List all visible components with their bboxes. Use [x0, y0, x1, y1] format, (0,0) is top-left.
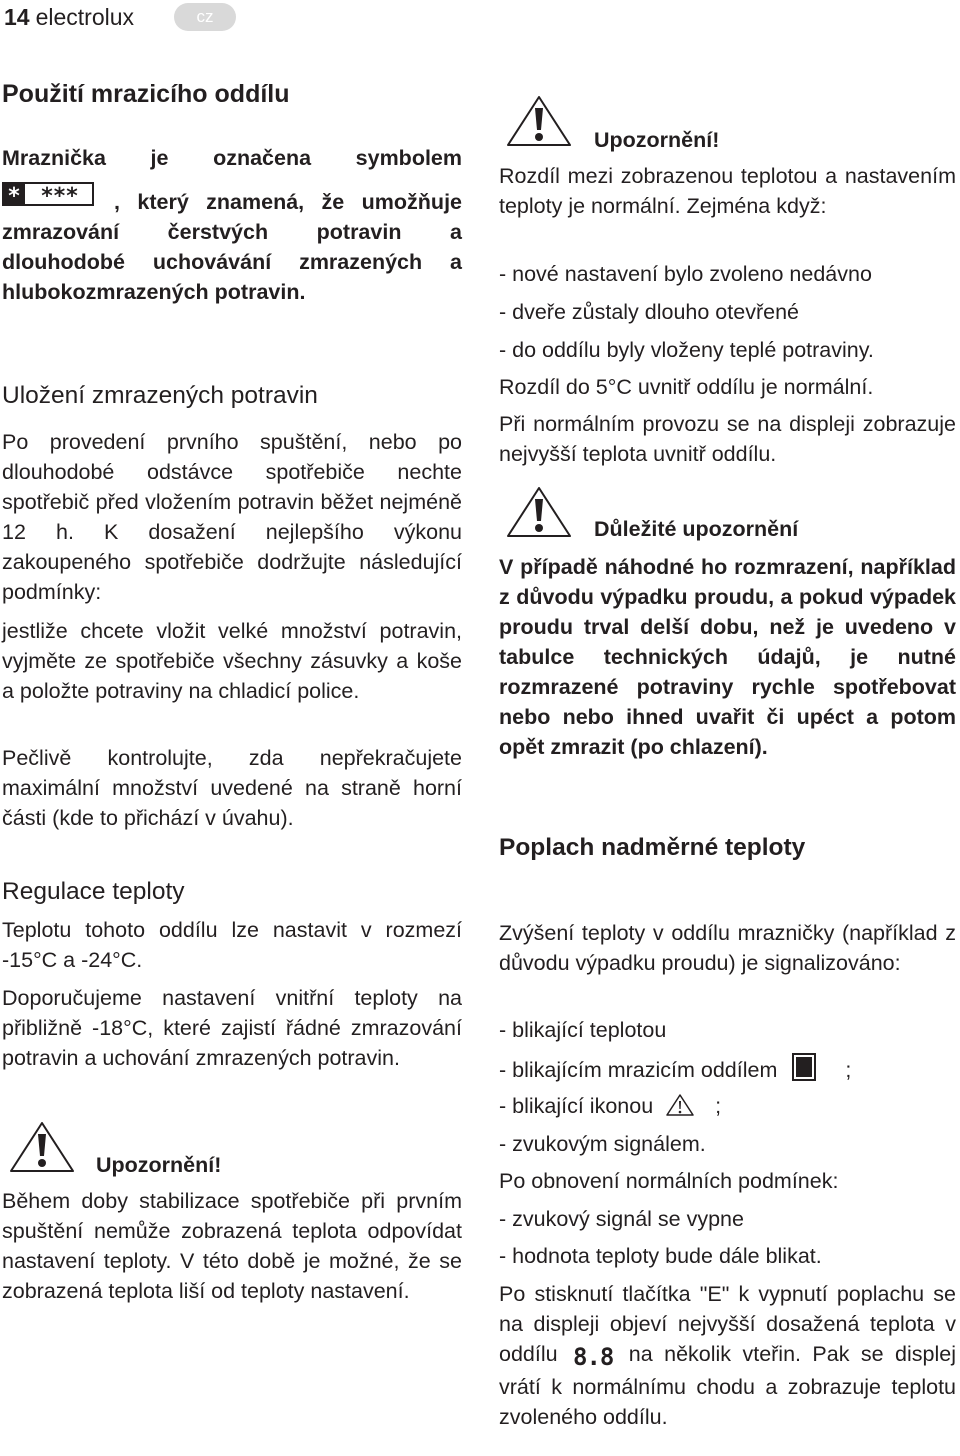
heading-alarm: Poplach nadměrné teploty	[499, 834, 806, 861]
warning-1-item-3: - do oddílu byly vloženy teplé potraviny.	[499, 338, 874, 362]
alarm-paragraph-3-start: Po stisknutí tlačítka "E" k vypnutí poplachu se na displeji objeví nejvyšší dosažená teplota v oddílu	[499, 1282, 956, 1366]
alarm-item-2-end: ;	[845, 1058, 852, 1082]
storage-paragraph-1: Po provedení prvního spuštění, nebo po dlouhodobé odstávce spotřebiče nechte spotřebič před vložením potravin běžet nejméně 12 h. K dosažení nejlepšího výkonu zakoupeného spotřebiče dodržujte následující podmínky:	[2, 430, 462, 604]
heading-freezer: Použití mrazicího oddílu	[2, 80, 290, 108]
heading-storage: Uložení zmrazených potravin	[2, 382, 318, 409]
alarm-item-5: - zvukový signál se vypne	[499, 1207, 744, 1231]
regulation-paragraph-2: Doporučujeme nastavení vnitřní teploty na přibližně -18°C, které zajistí řádné zmrazování potravin a uchování zmrazených potravin.	[2, 986, 462, 1070]
page-header	[4, 3, 134, 31]
warning-1-paragraph-2: Rozdíl do 5°C uvnitř oddílu je normální.	[499, 375, 874, 399]
alarm-item-3-end: ;	[715, 1094, 722, 1118]
alarm-paragraph-2: Po obnovení normálních podmínek:	[499, 1169, 839, 1193]
warning-2-title: Důležité upozornění	[594, 517, 799, 541]
warning-small-icon	[665, 1093, 695, 1125]
alarm-item-3-label: - blikající ikonou	[499, 1094, 654, 1118]
warning-1-text: Rozdíl mezi zobrazenou teplotou a nastavením teploty je normální. Zejména když:	[499, 164, 956, 218]
warning-1-item-2: - dveře zůstaly dlouho otevřené	[499, 300, 799, 324]
temperature-display-icon: 8.8	[573, 1343, 614, 1371]
warning-1-title: Upozornění!	[594, 128, 720, 152]
alarm-item-2-label: - blikajícím mrazicím oddílem	[499, 1058, 778, 1082]
alarm-paragraph-3-end: na několik vteřin. Pak se displej vrátí k normálnímu chodu a zobrazuje teplotu zvoleného oddílu.	[499, 1342, 956, 1429]
freezer-compartment-icon	[791, 1053, 817, 1089]
alarm-paragraph-3	[499, 1279, 956, 1432]
regulation-paragraph-1: Teplotu tohoto oddílu lze nastavit v rozmezí -15°C a -24°C.	[2, 918, 462, 972]
brand-name: electrolux	[35, 3, 135, 30]
warning-1-item-1: - nové nastavení bylo zvoleno nedávno	[499, 262, 872, 286]
freezer-intro-line1: Mraznička je označena symbolem	[2, 146, 462, 170]
warning-triangle-icon	[8, 1120, 76, 1179]
warning-2-text: V případě náhodné ho rozmrazení, například z důvodu výpadku proudu, a pokud výpadek proudu trval delší dobu, než je uvedeno v tabulce technických údajů, je nutné rozmrazené potraviny rychle spotřebovat nebo nebo ihned uvařit či upéct a potom opět zmrazit (po chlazení).	[499, 555, 956, 759]
page-number: 14	[4, 3, 30, 30]
heading-regulation: Regulace teploty	[2, 878, 185, 905]
storage-paragraph-3: Pečlivě kontrolujte, zda nepřekračujete maximální množství uvedené na straně horní části (kde to přichází v úvahu).	[2, 746, 462, 830]
svg-text:***: ***	[41, 184, 79, 206]
svg-text:*: *	[8, 184, 20, 206]
warning-triangle-icon	[505, 485, 573, 544]
alarm-paragraph-1: Zvýšení teploty v oddílu mrazničky (například z důvodu výpadku proudu) je signalizováno:	[499, 921, 956, 975]
alarm-item-6: - hodnota teploty bude dále blikat.	[499, 1244, 822, 1268]
warning-triangle-icon	[505, 94, 573, 153]
alarm-item-4: - zvukovým signálem.	[499, 1132, 706, 1156]
warning-1-paragraph-3: Při normálním provozu se na displeji zobrazuje nejvyšší teplota uvnitř oddílu.	[499, 412, 956, 466]
freezer-intro-rest: , který znamená, že umožňuje zmrazování čerstvých potravin a dlouhodobé uchovávání zmrazených a hlubokozmrazených potravin.	[2, 190, 462, 304]
alarm-item-1: - blikající teplotou	[499, 1018, 667, 1042]
storage-paragraph-2: jestliže chcete vložit velké množství potravin, vyjměte ze spotřebiče všechny zásuvky a koše a položte potraviny na chladicí police.	[2, 619, 462, 703]
language-badge: cz	[174, 3, 236, 31]
alarm-item-2	[499, 1053, 956, 1089]
warning-title: Upozornění!	[96, 1153, 222, 1177]
warning-text: Během doby stabilizace spotřebiče při prvním spuštění nemůže zobrazená teplota odpovídat nastavení teploty. V této době je možné, že se zobrazená teplota liší od teploty nastavení.	[2, 1189, 462, 1303]
alarm-item-3	[499, 1091, 956, 1125]
